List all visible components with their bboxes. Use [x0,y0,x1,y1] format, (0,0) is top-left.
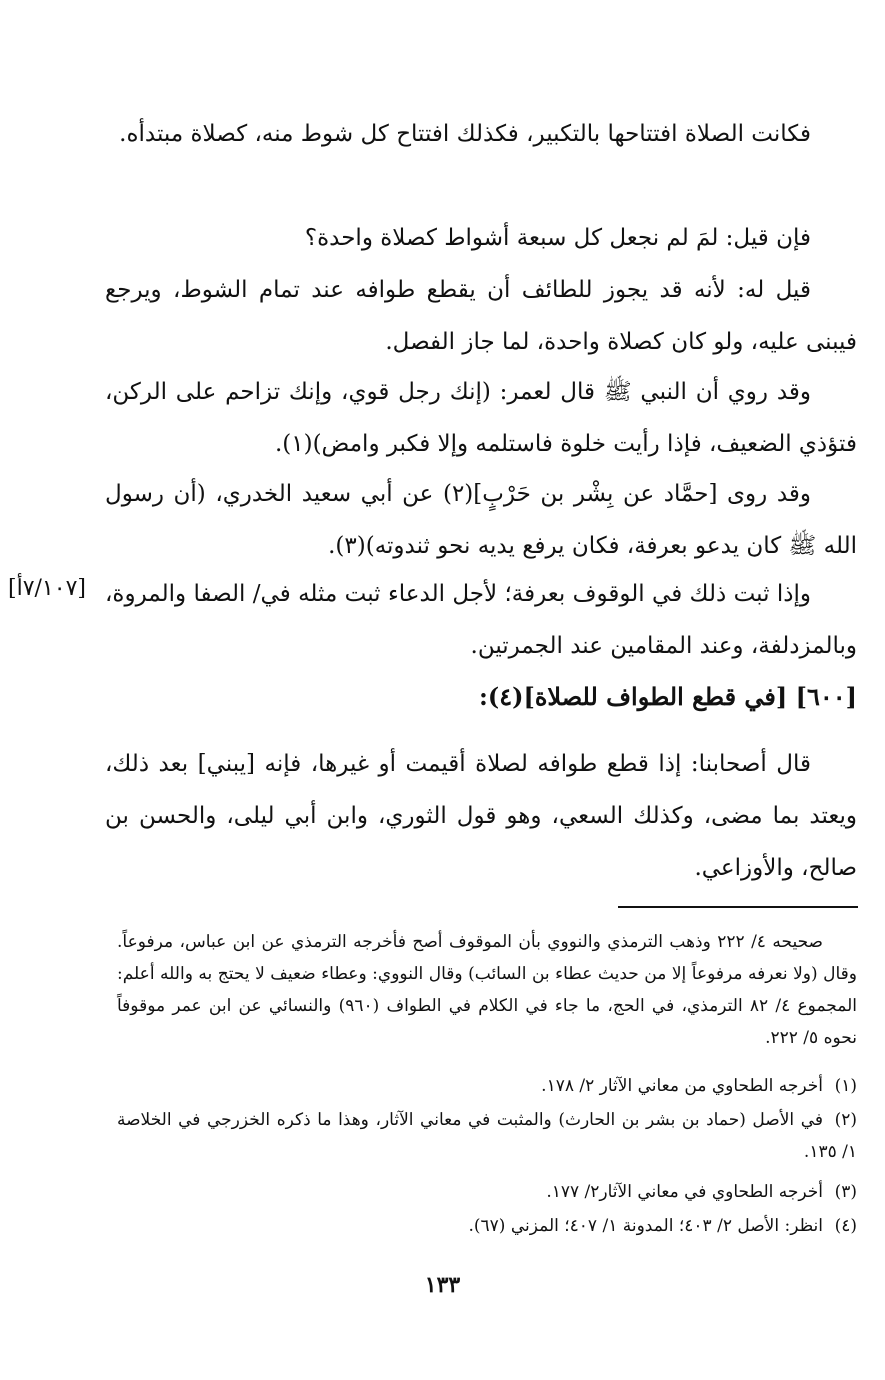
footnote-2 [117,1104,857,1168]
footnote-text: أخرجه الطحاوي في معاني الآثار٢/ ١٧٧. [546,1182,823,1202]
paragraph-3: قيل له: لأنه قد يجوز للطائف أن يقطع طوافه عند تمام الشوط، ويرجع فيبنى عليه، ولو كان كصلاة واحدة، لما جاز الفصل. [105,277,857,355]
page-number: ١٣٣ [424,1272,461,1298]
footnote-continuation: صحيحه ٤/ ٢٢٢ وذهب الترمذي والنووي بأن الموقوف أصح فأخرجه الترمذي عن ابن عباس، مرفوعاً. وقال (ولا نعرفه مرفوعاً إلا من حديث عطاء بن السائب) وقال النووي: وعطاء ضعيف لا يحتج به والله أعلم: المجموع ٤/ ٨٢ الترمذي، في الحج، ما جاء في الكلام في الطواف (٩٦٠) والنسائي عن ابن عمر موقوفاً نحوه ٥/ ٢٢٢. [117,932,857,1048]
footnote-text: أخرجه الطحاوي من معاني الآثار ٢/ ١٧٨. [541,1076,823,1096]
section-heading: [٦٠٠] [في قطع الطواف للصلاة](٤): [479,682,857,711]
footnote-number: (٢) [834,1110,857,1130]
footnote-number: (٣) [834,1182,857,1202]
margin-reference: [٧/١٠٧أ] [8,576,86,601]
paragraph-6: وإذا ثبت ذلك في الوقوف بعرفة؛ لأجل الدعاء ثبت مثله في/ الصفا والمروة، وبالمزدلفة، وعند المقامين عند الجمرتين. [105,581,857,659]
footnote-divider [618,906,858,908]
footnote-1 [117,1070,857,1102]
footnote-number: (٤) [834,1216,857,1236]
footnote-4 [117,1210,857,1242]
paragraph-7: قال أصحابنا: إذا قطع طوافه لصلاة أقيمت أو غيرها، فإنه [يبني] بعد ذلك، ويعتد بما مضى، وكذلك السعي، وهو قول الثوري، وابن أبي ليلى، والحسن بن صالح، والأوزاعي. [105,751,857,881]
footnote-text: انظر: الأصل ٢/ ٤٠٣؛ المدونة ١/ ٤٠٧؛ المزني (٦٧). [468,1216,823,1236]
footnote-3 [117,1176,857,1208]
paragraph-1: فكانت الصلاة افتتاحها بالتكبير، فكذلك افتتاح كل شوط منه، كصلاة مبتدأه. [119,121,811,147]
footnote-text: في الأصل (حماد بن بشر بن الحارث) والمثبت في معاني الآثار، وهذا ما ذكره الخزرجي في الخلاصة ١/ ١٣٥. [117,1110,857,1162]
paragraph-4: وقد روي أن النبي ﷺ قال لعمر: (إنك رجل قوي، وإنك تزاحم على الركن، فتؤذي الضعيف، فإذا رأيت خلوة فاستلمه وإلا فكبر وامض)(١). [105,379,857,457]
footnote-number: (١) [834,1076,857,1096]
paragraph-5: وقد روى [حمَّاد عن بِشْر بن حَرْبٍ](٢) عن أبي سعيد الخدري، (أن رسول الله ﷺ كان يدعو بعرفة، فكان يرفع يديه نحو ثندوته)(٣). [105,481,857,559]
paragraph-2: فإن قيل: لمَ لم نجعل كل سبعة أشواط كصلاة واحدة؟ [304,225,811,251]
